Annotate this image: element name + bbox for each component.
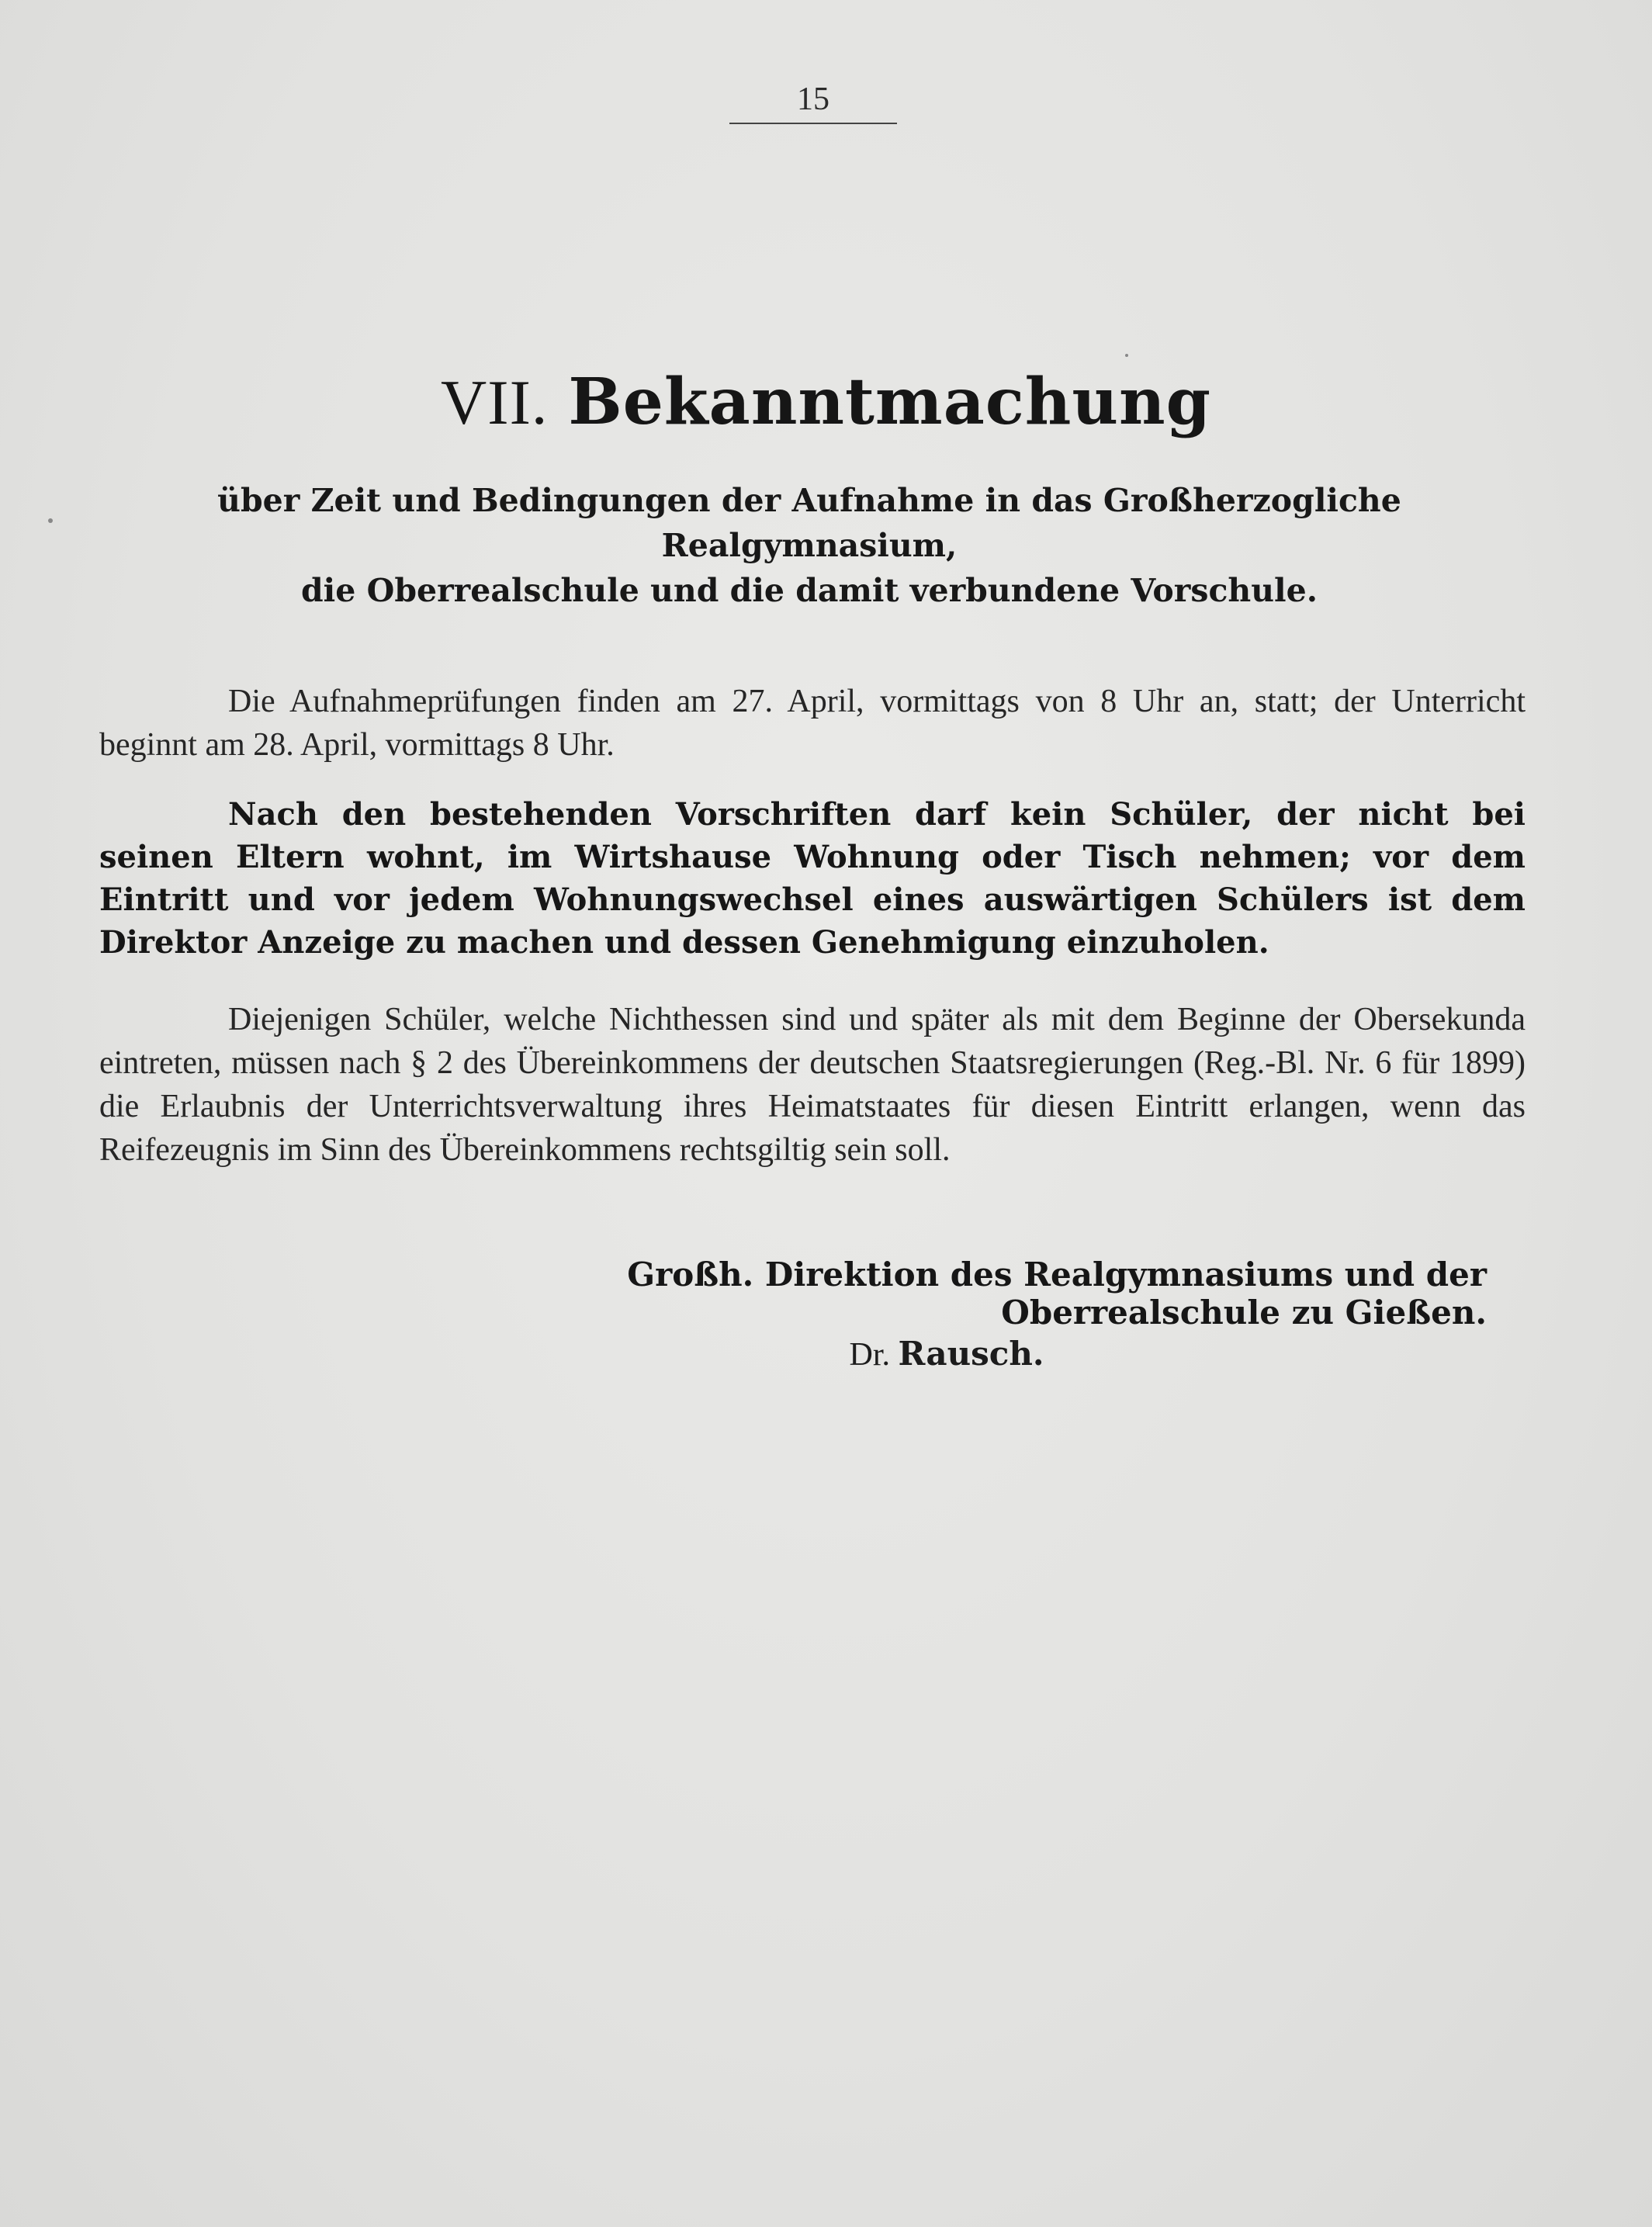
paragraph-non-hessian-students: Diejenigen Schüler, welche Nichthessen sind und später als mit dem Beginne der Obersekunda eintreten, müssen nach § 2 des Übereinkommens der deutschen Staatsregierungen (Reg.-Bl. Nr. 6 für 1899) die Erlaubnis der Unterrichtsverwaltung ihres Heimatstaates für diesen Eintritt erlangen, wenn das Reifezeugnis im Sinn des Übereinkommens rechtsgiltig sein soll.: [99, 1002, 1526, 1168]
subheading-line-1: über Zeit und Bedingungen der Aufnahme in das Großherzogliche Realgymnasium,: [217, 482, 1401, 564]
paper-speck: [48, 518, 53, 523]
paragraph-lodging-rules: Nach den bestehenden Vorschriften darf kein Schüler, der nicht bei seinen Eltern wohnt, im Wirtshause Wohnung oder Tisch nehmen; vor dem Eintritt und vor jedem Wohnungswechsel eines auswärtigen Schülers ist dem Direktor Anzeige zu machen und dessen Genehmigung einzuholen.: [99, 796, 1526, 961]
page-number-rule: [729, 123, 897, 124]
signature-surname: Rausch.: [898, 1335, 1044, 1373]
section-roman-numeral: VII.: [441, 367, 549, 438]
paper-speck: [1125, 354, 1128, 357]
subheading-line-2: die Oberrealschule und die damit verbundene Vorschule.: [301, 572, 1318, 609]
section-heading: [0, 365, 1652, 439]
page-number: 15: [797, 81, 829, 117]
signature-title: Dr.: [849, 1337, 890, 1373]
section-title: Bekanntmachung: [568, 365, 1211, 439]
section-subheading: [93, 478, 1526, 613]
signature-name: [698, 1335, 1195, 1373]
paragraph-exam-dates: Die Aufnahmeprüfungen finden am 27. April, vormittags von 8 Uhr an, statt; der Unterricht beginnt am 28. April, vormittags 8 Uhr.: [99, 684, 1526, 763]
signature-organization: Großh. Direktion des Realgymnasiums und der Oberrealschule zu Gießen.: [627, 1256, 1487, 1332]
